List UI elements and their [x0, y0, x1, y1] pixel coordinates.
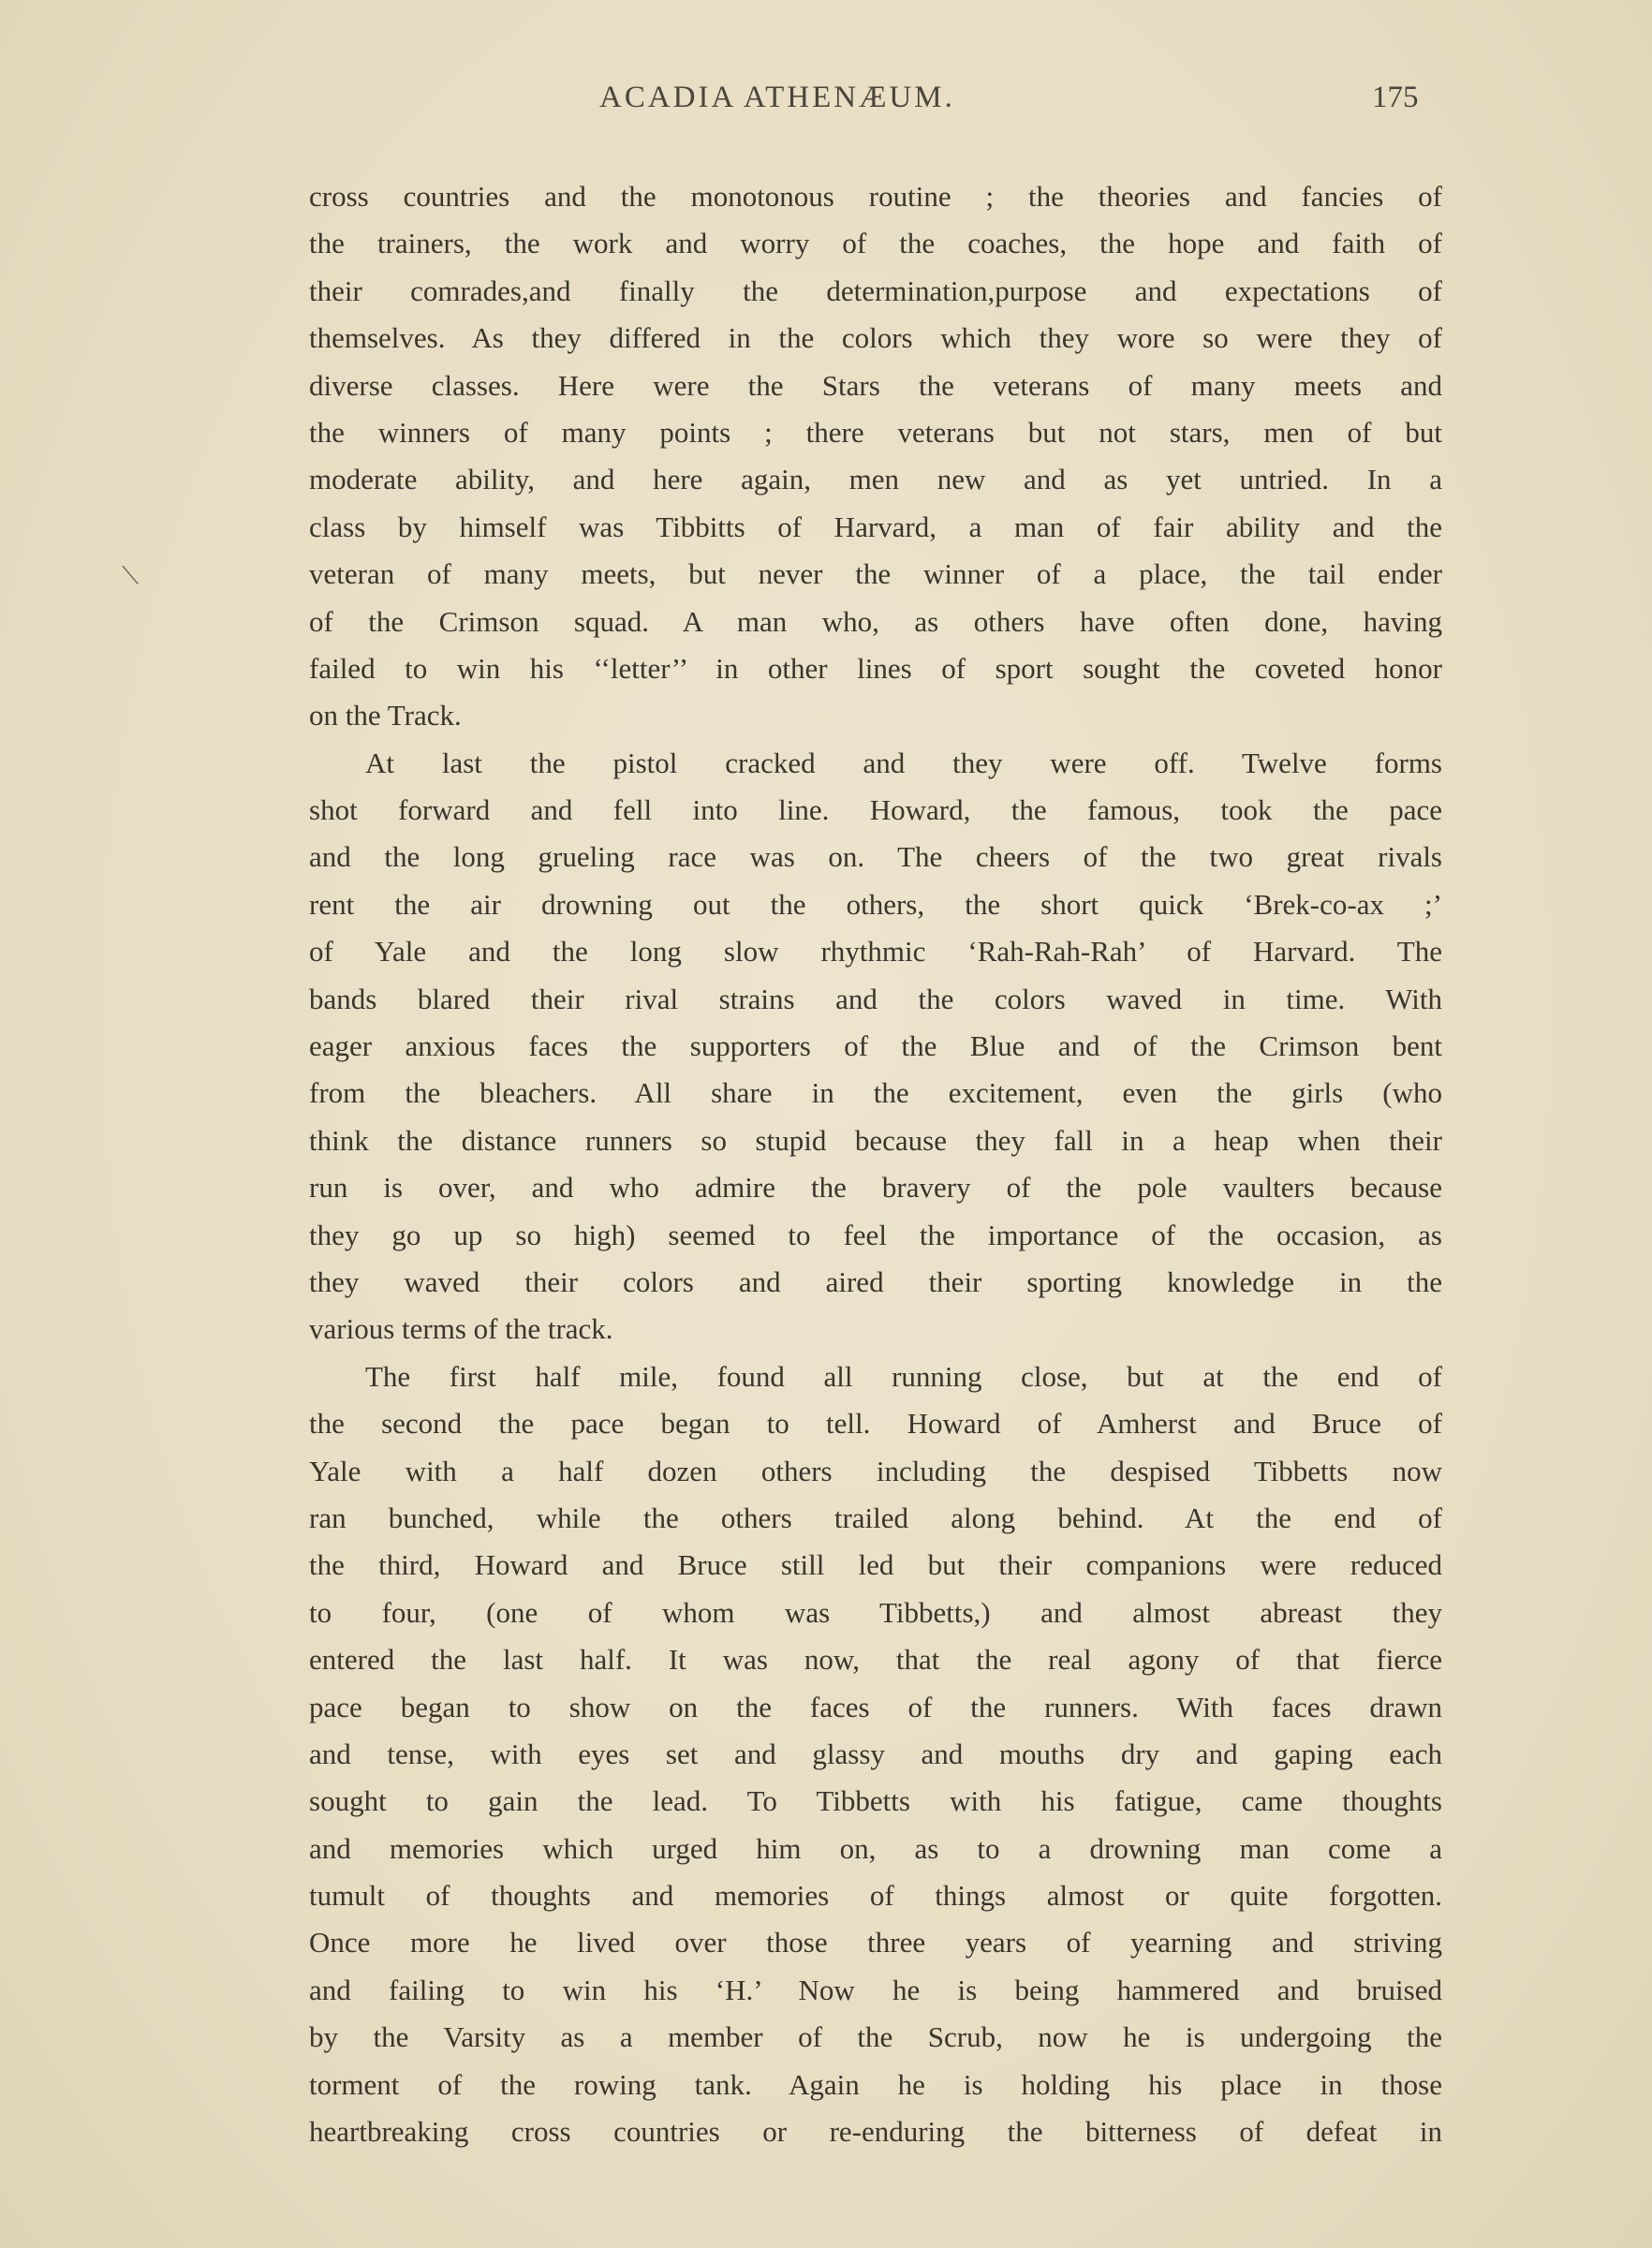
text-line: the winners of many points ; there veterans but not stars, men of but	[309, 415, 1442, 449]
text-line: heartbreaking cross countries or re-enduring the bitterness of defeat in	[309, 2115, 1442, 2149]
text-line: tumult of thoughts and memories of things almost or quite forgotten.	[309, 1879, 1442, 1913]
text-line: Yale with a half dozen others including the despised Tibbetts now	[309, 1454, 1442, 1487]
paragraph-start-line: The first half mile, found all running close, but at the end of	[365, 1359, 1442, 1393]
paragraph-start-line: At last the pistol cracked and they were off. Twelve forms	[365, 746, 1442, 779]
text-line: cross countries and the monotonous routine ; the theories and fancies of	[309, 180, 1442, 213]
text-line: eager anxious faces the supporters of the Blue and of the Crimson bent	[309, 1029, 1442, 1063]
text-line: and tense, with eyes set and glassy and mouths dry and gaping each	[309, 1737, 1442, 1770]
running-head: ACADIA ATHENÆUM.	[599, 81, 955, 114]
text-line: themselves. As they differed in the colors which they wore so were they of	[309, 321, 1442, 355]
margin-mark: ⟍	[122, 562, 140, 589]
text-line: ran bunched, while the others trailed along behind. At the end of	[309, 1501, 1442, 1534]
text-line: shot forward and fell into line. Howard, the famous, took the pace	[309, 793, 1442, 827]
text-line: veteran of many meets, but never the winner of a place, the tail ender	[309, 557, 1442, 591]
text-line: and memories which urged him on, as to a drowning man come a	[309, 1831, 1442, 1865]
text-line: of the Crimson squad. A man who, as others have often done, having	[309, 604, 1442, 638]
text-line: entered the last half. It was now, that the real agony of that fierce	[309, 1643, 1442, 1677]
text-line: from the bleachers. All share in the excitement, even the girls (who	[309, 1076, 1442, 1110]
text-line: their comrades,and finally the determination,purpose and expectations of	[309, 274, 1442, 307]
text-line: of Yale and the long slow rhythmic ‘Rah-Rah-Rah’ of Harvard. The	[309, 935, 1442, 969]
text-line: rent the air drowning out the others, the short quick ‘Brek-co-ax ;’	[309, 887, 1442, 921]
text-line: and failing to win his ‘H.’ Now he is being hammered and bruised	[309, 1973, 1442, 2006]
text-line: Once more he lived over those three years of yearning and striving	[309, 1926, 1442, 1960]
text-line: various terms of the track.	[309, 1312, 613, 1346]
text-line: class by himself was Tibbitts of Harvard, a man of fair ability and the	[309, 510, 1442, 543]
text-line: they waved their colors and aired their sporting knowledge in the	[309, 1264, 1442, 1298]
text-line: by the Varsity as a member of the Scrub, now he is undergoing the	[309, 2020, 1442, 2054]
page-header	[0, 81, 1652, 127]
body-text	[309, 173, 1442, 2155]
text-line: bands blared their rival strains and the colors waved in time. With	[309, 982, 1442, 1015]
text-line: moderate ability, and here again, men new and as yet untried. In a	[309, 463, 1442, 496]
text-line: the second the pace began to tell. Howard of Amherst and Bruce of	[309, 1407, 1442, 1441]
text-line: and the long grueling race was on. The cheers of the two great rivals	[309, 840, 1442, 874]
text-line: run is over, and who admire the bravery of the pole vaulters because	[309, 1171, 1442, 1205]
text-line: to four, (one of whom was Tibbetts,) and almost abreast they	[309, 1595, 1442, 1629]
text-line: they go up so high) seemed to feel the importance of the occasion, as	[309, 1218, 1442, 1251]
text-line: think the distance runners so stupid because they fall in a heap when their	[309, 1123, 1442, 1157]
page-number: 175	[1372, 81, 1419, 114]
text-line: the third, Howard and Bruce still led but their companions were reduced	[309, 1548, 1442, 1582]
text-line: pace began to show on the faces of the runners. With faces drawn	[309, 1690, 1442, 1723]
text-line: diverse classes. Here were the Stars the veterans of many meets and	[309, 368, 1442, 402]
text-line: torment of the rowing tank. Again he is holding his place in those	[309, 2067, 1442, 2101]
text-line: failed to win his ‘‘letter’’ in other lines of sport sought the coveted honor	[309, 651, 1442, 685]
text-line: the trainers, the work and worry of the coaches, the hope and faith of	[309, 227, 1442, 260]
text-line: on the Track.	[309, 699, 462, 732]
text-line: sought to gain the lead. To Tibbetts with his fatigue, came thoughts	[309, 1784, 1442, 1818]
